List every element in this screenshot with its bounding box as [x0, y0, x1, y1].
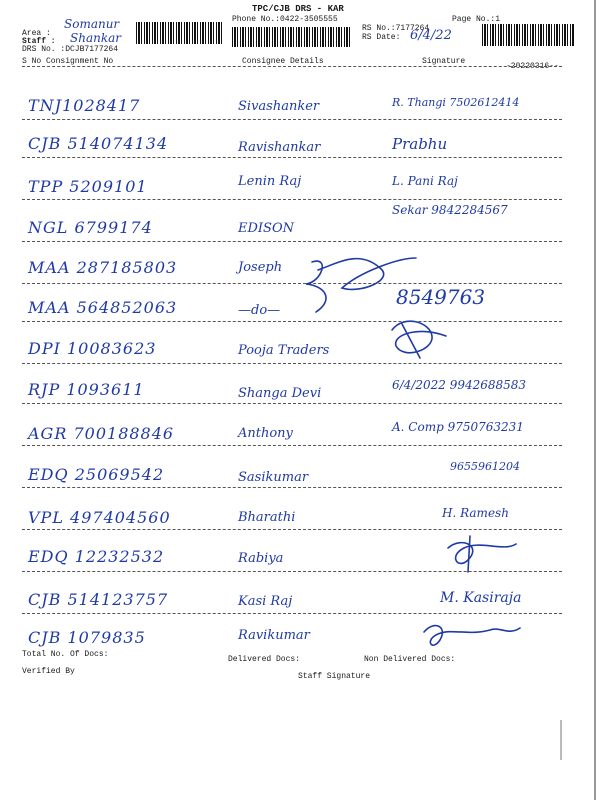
consignee-name: Bharathi	[238, 510, 296, 525]
consignment-number: AGR 700188846	[28, 424, 175, 443]
scan-edge	[594, 0, 596, 800]
consignment-number: EDQ 12232532	[28, 547, 165, 566]
staff-label: Staff :	[22, 37, 56, 46]
verified-by-label: Verified By	[22, 667, 75, 676]
consignment-number: TPP 5209101	[28, 177, 148, 196]
drs-number: DRS No. :DCJB7177264	[22, 45, 119, 54]
total-docs-label: Total No. Of Docs:	[22, 650, 109, 659]
signature: Prabhu	[392, 135, 448, 153]
consignee-name: Ravishankar	[238, 140, 321, 155]
scribble-row12	[448, 543, 516, 564]
header-code: -20220316--	[506, 62, 559, 71]
consignee-name: Sivashanker	[238, 99, 320, 114]
consignment-number: NGL 6799174	[28, 218, 153, 237]
signature: M. Kasiraja	[440, 590, 522, 606]
consignment-number: CJB 1079835	[28, 628, 146, 647]
col-consignment-header: S No Consignment No	[22, 57, 114, 66]
scan-mark	[560, 720, 562, 760]
scribble-row14	[424, 626, 520, 646]
consignment-number: CJB 514123757	[28, 590, 169, 609]
consignee-name: EDISON	[238, 221, 294, 236]
consignment-number: MAA 564852063	[28, 298, 178, 317]
scribble-row7	[392, 321, 446, 353]
col-consignee-header: Consignee Details	[242, 57, 324, 66]
rs-date-value: 6/4/22	[410, 28, 452, 43]
consignee-name: Joseph	[238, 260, 283, 275]
signature: Sekar 9842284567	[392, 203, 508, 217]
signature: 6/4/2022 9942688583	[392, 378, 527, 392]
signature: A. Comp 9750763231	[392, 420, 524, 434]
signature: H. Ramesh	[442, 506, 509, 520]
consignment-number: CJB 514074134	[28, 134, 169, 153]
consignee-name: Ravikumar	[238, 628, 310, 643]
consignee-name: Sasikumar	[238, 470, 309, 485]
consignee-name: Rabiya	[238, 551, 284, 566]
delivered-docs-label: Delivered Docs:	[228, 655, 301, 664]
consignment-number: EDQ 25069542	[28, 465, 165, 484]
page-number: Page No.:1	[452, 15, 501, 24]
phone-number: Phone No.:0422-3505555	[232, 15, 338, 24]
consignee-name: Lenin Raj	[238, 174, 302, 189]
staff-value: Shankar	[70, 31, 121, 45]
document-title: TPC/CJB DRS - KAR	[252, 4, 344, 14]
consignee-name: —do—	[238, 303, 281, 318]
consignment-number: MAA 287185803	[28, 258, 178, 277]
signature: R. Thangi 7502612414	[392, 96, 520, 109]
consignment-number: VPL 497404560	[28, 508, 171, 527]
area-value: Somanur	[64, 17, 120, 31]
consignee-name: Anthony	[238, 426, 293, 441]
non-delivered-docs-label: Non Delivered Docs:	[364, 655, 456, 664]
col-signature-header: Signature	[422, 57, 466, 66]
consignment-number: TNJ1028417	[28, 96, 141, 115]
consignment-number: DPI 10083623	[28, 339, 157, 358]
area-label: Area :	[22, 29, 51, 38]
consignee-name: Kasi Raj	[238, 594, 293, 609]
signature: 8549763	[396, 285, 486, 309]
signature: L. Pani Raj	[392, 174, 458, 188]
signature: 9655961204	[450, 460, 520, 473]
rs-number: RS No.:7177264	[362, 24, 430, 33]
consignee-name: Shanga Devi	[238, 386, 322, 401]
staff-signature-label: Staff Signature	[298, 672, 371, 681]
consignee-name: Pooja Traders	[238, 343, 330, 358]
consignment-number: RJP 1093611	[28, 380, 145, 399]
scribble-row5b	[318, 258, 416, 289]
rs-date-label: RS Date:	[362, 33, 401, 42]
